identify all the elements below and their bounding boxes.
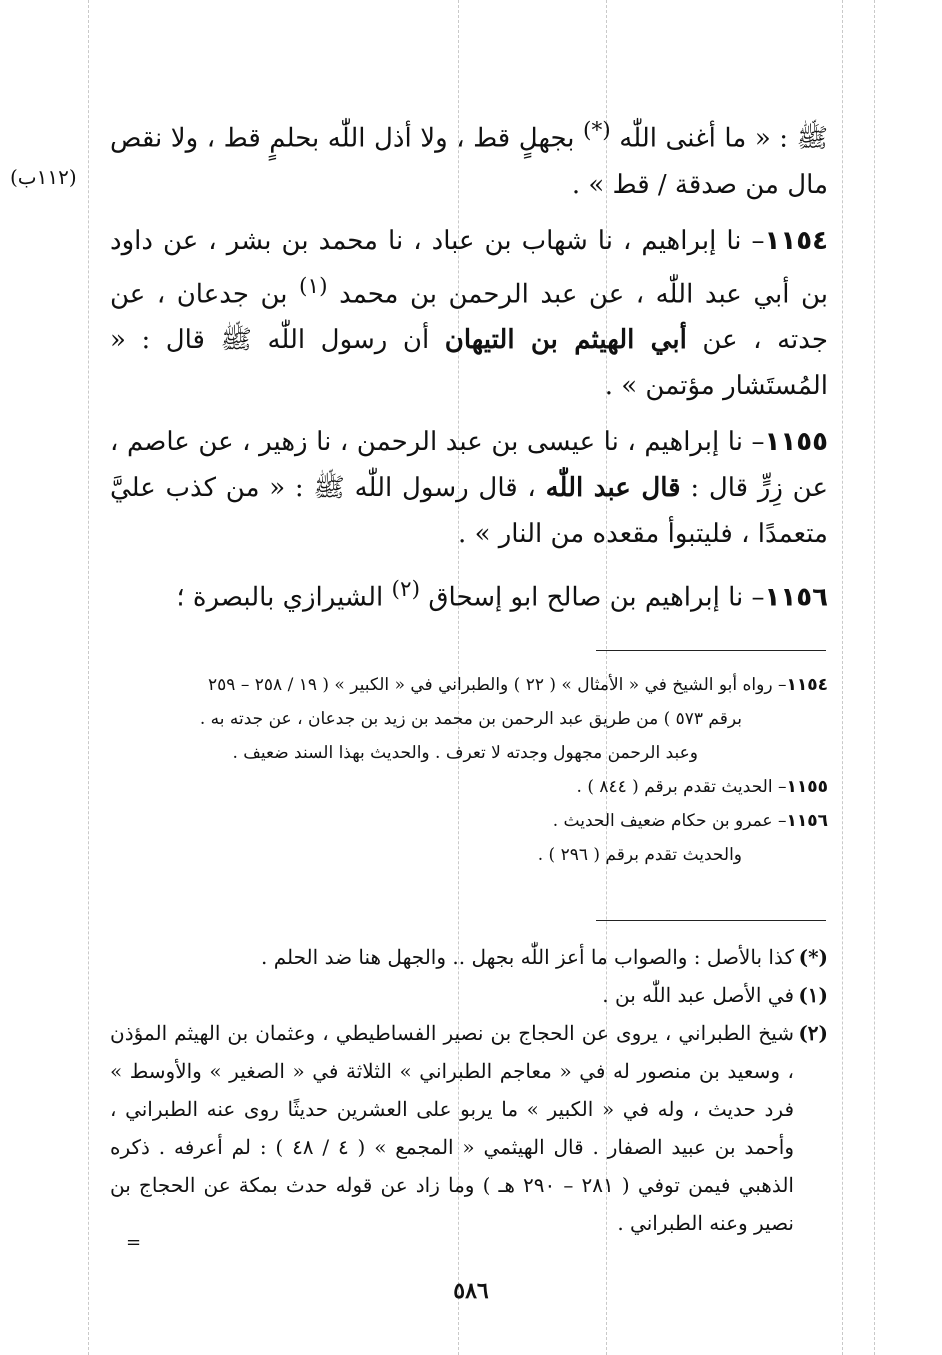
note-1154-line2: برقم ٥٧٣ ) من طريق عبد الرحمن بن محمد بن زيد بن جدعان ، عن جدته به . xyxy=(199,709,742,729)
hadith-number: ١١٥٦ xyxy=(764,582,828,613)
main-text xyxy=(10,108,829,631)
hadith-1155: ١١٥٥– نا إبراهيم ، نا عيسى بن عبد الرحمن ، نا زهير ، عن عاصم ، عن زِرٍّ قال : قال عبد اللّٰه ، قال رسول اللّٰه ﷺ : « من كذب عليَّ متعمدًا ، فليتبوأ مقعده من النار » . xyxy=(110,427,828,550)
dashed-guide-line xyxy=(842,0,843,1355)
note-1154: ١١٥٤– رواه أبو الشيخ في « الأمثال » ( ٢٢ ) والطبراني في « الكبير » ( ١٩ / ٢٥٨ – ٢٥٩ xyxy=(208,675,828,695)
footnotes-divider xyxy=(596,920,826,921)
takhrij-notes xyxy=(110,668,828,872)
notes-divider xyxy=(596,650,826,651)
dashed-guide-line xyxy=(88,0,89,1355)
margin-reference: (١١٢ب) xyxy=(10,165,77,189)
footnote-1: (١) في الأصل عبد اللّٰه بن . xyxy=(602,983,828,1007)
note-1155: ١١٥٥– الحديث تقدم برقم ( ٨٤٤ ) . xyxy=(576,777,828,797)
dashed-guide-line xyxy=(874,0,875,1355)
paragraph-continuation: ﷺ : « ما أغنى اللّٰه (*) بجهلٍ قط ، ولا أذل اللّٰه بحلمٍ قط ، ولا نقص مال من صدقة / قط » . (١١٢ب) xyxy=(10,118,828,200)
hadith-number: ١١٥٥ xyxy=(764,427,828,458)
hadith-1154: ١١٥٤– نا إبراهيم ، نا شهاب بن عباد ، نا محمد بن بشر ، عن داود بن أبي عبد اللّٰه ، عن عبد الرحمن بن محمد $^{(١)}$ بن جدعان ، عن جدته ، عن أبي الهيثم بن التيهان أن رسول اللّٰه ﷺ قال : « المُستَشار مؤتمن » . xyxy=(110,225,829,402)
narrator-name: أبي الهيثم بن التيهان xyxy=(444,325,687,356)
page-number: ٥٨٦ xyxy=(453,1278,489,1304)
footnotes xyxy=(110,938,828,1242)
hadith-1156: ١١٥٦– نا إبراهيم بن صالح ابو إسحاق $^{(٢)}$ الشيرازي بالبصرة ؛ xyxy=(176,577,828,613)
hadith-number: ١١٥٤ xyxy=(764,225,828,256)
footnote-star: (*) كذا بالأصل : والصواب ما أعز اللّٰه بجهل .. والجهل هنا ضد الحلم . xyxy=(261,945,828,969)
note-1156-line2: والحديث تقدم برقم ( ٢٩٦ ) . xyxy=(537,845,742,865)
narrator-name: قال عبد اللّٰه xyxy=(545,473,681,504)
note-1156: ١١٥٦– عمرو بن حكام ضعيف الحديث . xyxy=(552,811,828,831)
note-1154-line3: وعبد الرحمن مجهول وجدته لا تعرف . والحديث بهذا السند ضعيف . xyxy=(232,743,698,763)
footnote-2: (٢) شيخ الطبراني ، يروى عن الحجاج بن نصير الفساطيطي ، وعثمان بن الهيثم المؤذن ، وسعيد بن منصور له في « معاجم الطبراني » الثلاثة في « الصغير » والأوسط » فرد حديث ، وله في « الكبير » ما يربو على العشرين حديثًا روى عنه الطبراني ، وأحمد بن عبيد الصفار . قال الهيثمي « المجمع » ( ٤ / ٤٨ ) : لم أعرفه . ذكره الذهبي فيمن توفي ( ٢٨١ – ٢٩٠ هـ ) وما زاد عن قوله حدث بمكة عن الحجاج بن نصير وعنه الطبراني . xyxy=(110,1021,828,1235)
continuation-mark: = xyxy=(126,1232,142,1253)
